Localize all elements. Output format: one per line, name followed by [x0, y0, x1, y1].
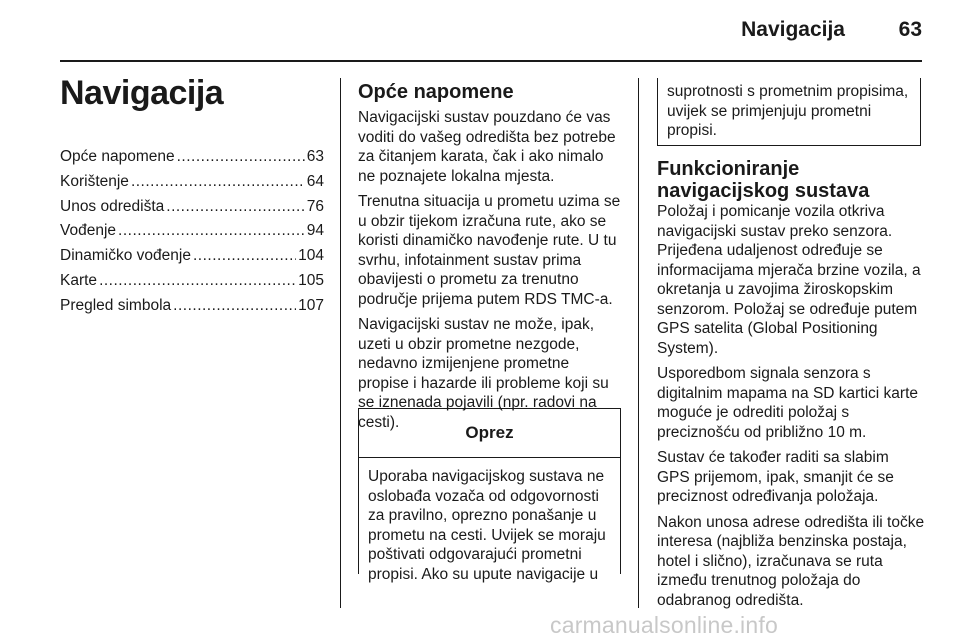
paragraph: Usporedbom signala senzora s digitalnim mapama na SD kartici karte moguće je odrediti položaj s preciznošću od približno 10 m.	[657, 365, 919, 441]
toc-label: Karte	[60, 271, 98, 289]
toc-item-guidance[interactable]	[60, 222, 324, 247]
toc-item-dynamic-guidance[interactable]	[60, 247, 324, 272]
column-divider-1	[340, 78, 341, 608]
toc-page: 63	[306, 148, 324, 165]
toc-item-general[interactable]	[60, 148, 324, 173]
running-header-title: Navigacija	[741, 18, 845, 41]
toc-page: 107	[298, 296, 324, 314]
caution-box	[358, 408, 621, 583]
toc-page: 76	[306, 197, 324, 215]
column-divider-2	[638, 78, 639, 608]
toc-item-maps[interactable]	[60, 272, 324, 297]
toc-item-destination-input[interactable]	[60, 198, 324, 223]
toc-label: Unos odredišta	[60, 197, 165, 215]
toc-label: Vođenje	[60, 222, 117, 240]
function-section	[657, 158, 925, 616]
toc-page: 105	[298, 271, 324, 289]
chapter-title: Navigacija	[60, 74, 224, 112]
general-notes-section	[358, 80, 624, 438]
toc-label: Pregled simbola	[60, 296, 172, 314]
watermark: carmanualsonline.info	[550, 612, 778, 638]
table-of-contents	[60, 148, 324, 322]
toc-leader	[173, 297, 296, 315]
toc-page: 104	[298, 247, 324, 265]
toc-label: Dinamičko vođenje	[60, 247, 191, 265]
paragraph: Navigacijski sustav pouzdano će vas voditi do vašeg odredišta bez potrebe za čitanjem karata, čak i ako nimalo ne poznajete lokalna mjesta.	[358, 109, 616, 185]
toc-item-usage[interactable]	[60, 173, 324, 198]
toc-page: 94	[306, 222, 324, 240]
toc-leader	[118, 222, 305, 240]
toc-page: 64	[306, 172, 324, 190]
toc-item-symbols[interactable]	[60, 297, 324, 322]
paragraph: Sustav će također raditi sa slabim GPS prijemom, ipak, smanjit će se preciznost određivanja položaja.	[657, 449, 894, 505]
header-divider	[60, 60, 922, 62]
toc-leader	[99, 272, 296, 290]
toc-leader	[177, 148, 305, 166]
toc-label: Korištenje	[60, 172, 129, 190]
toc-label: Opće napomene	[60, 148, 175, 165]
page-number: 63	[898, 18, 922, 41]
toc-leader	[193, 247, 296, 265]
section-title: Funkcioniranje navigacijskog sustava	[657, 158, 870, 202]
caution-box-continued: suprotnosti s prometnim propisima, uvijek se primjenjuju prometni propisi.	[657, 78, 921, 146]
section-title: Opće napomene	[358, 81, 514, 103]
paragraph: Položaj i pomicanje vozila otkriva navigacijski sustav preko senzora. Prijeđena udaljenost određuje se informacijama mjerača brzine vozila, a okretanja u zavojima žiroskopskim senzorom. Položaj se određuje putem GPS satelita (Global Positioning System).	[657, 203, 921, 357]
paragraph: Trenutna situacija u prometu uzima se u obzir tijekom izračuna rute, ako se koristi dinamičko navođenje rute. U tu svrhu, infotainment sustav prima obavijesti o prometu za trenutno područje prijema putem RDS TMC-a.	[358, 193, 621, 308]
paragraph: Nakon unosa adrese odredišta ili točke interesa (najbliža benzinska postaja, hotel i slično), izračunava se ruta između trenutnog položaja do odabranog odredišta.	[657, 513, 925, 609]
caution-title: Oprez	[359, 409, 620, 458]
toc-leader	[131, 173, 305, 191]
paragraph: Navigacijski sustav ne može, ipak, uzeti u obzir prometne nezgode, nedavno izmijenjene prometne propise i hazarde ili probleme koji su se iznenada pojavili (npr. radovi na cesti).	[358, 316, 609, 431]
caution-text: Uporaba navigacijskog sustava ne oslobađa vozača od odgovornosti za pravilno, oprezno ponašanje u prometu na cesti. Uvijek se moraju poštivati odgovarajući prometni propisi. Ako su upute navigacije u	[368, 468, 606, 583]
toc-leader	[166, 198, 304, 216]
